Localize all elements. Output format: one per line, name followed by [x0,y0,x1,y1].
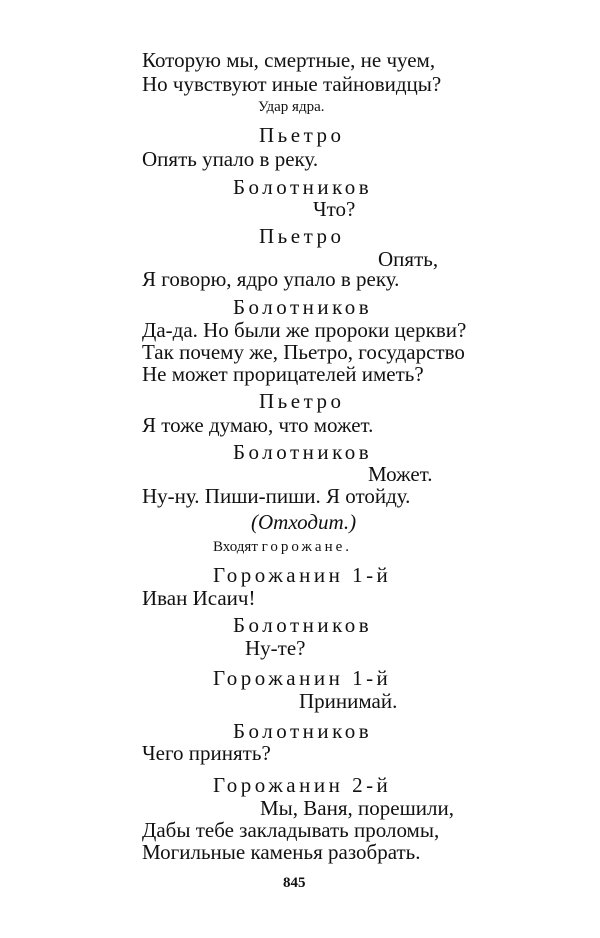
verse-line: Опять, [378,247,439,271]
speaker-name: Пьетро [259,389,345,413]
verse-line: Чего принять? [142,741,271,765]
verse-line: Но чувствуют иные тайновидцы? [142,72,442,96]
verse-line: Мы, Ваня, порешили, [260,796,454,820]
verse-line: Может. [368,462,433,486]
verse-line: Ну-ну. Пиши-пиши. Я отойду. [142,484,411,508]
verse-line: Которую мы, смертные, не чуем, [142,48,436,72]
speaker-name: Горожанин 2-й [213,773,392,797]
verse-line: Могильные каменья разобрать. [142,840,421,864]
speaker-name: Горожанин 1-й [213,563,392,587]
speaker-name: Болотников [233,295,373,319]
speaker-name: Пьетро [259,224,345,248]
stage-direction-subject: горожане. [261,539,353,555]
stage-direction: (Отходит.) [251,510,357,534]
speaker-name: Пьетро [259,123,345,147]
stage-direction [213,538,352,556]
verse-line: Иван Исаич! [142,586,256,610]
speaker-name: Болотников [233,613,373,637]
speaker-name: Болотников [233,175,373,199]
verse-line: Опять упало в реку. [142,147,319,171]
verse-line: Что? [313,197,356,221]
verse-line: Я говорю, ядро упало в реку. [142,267,400,291]
verse-line: Принимай. [299,689,398,713]
speaker-name: Болотников [233,440,373,464]
stage-direction-verb: Входят [213,539,258,555]
speaker-name: Болотников [233,719,373,743]
verse-line: Ну-те? [245,636,306,660]
verse-line: Дабы тебе закладывать проломы, [142,818,440,842]
page-number: 845 [283,875,306,891]
verse-line: Не может прорицателей иметь? [142,362,424,386]
stage-direction: Удар ядра. [258,99,325,115]
verse-line: Да-да. Но были же пророки церкви? [142,318,467,342]
verse-line: Я тоже думаю, что может. [142,413,374,437]
speaker-name: Горожанин 1-й [213,666,392,690]
verse-line: Так почему же, Пьетро, государство [142,340,465,364]
